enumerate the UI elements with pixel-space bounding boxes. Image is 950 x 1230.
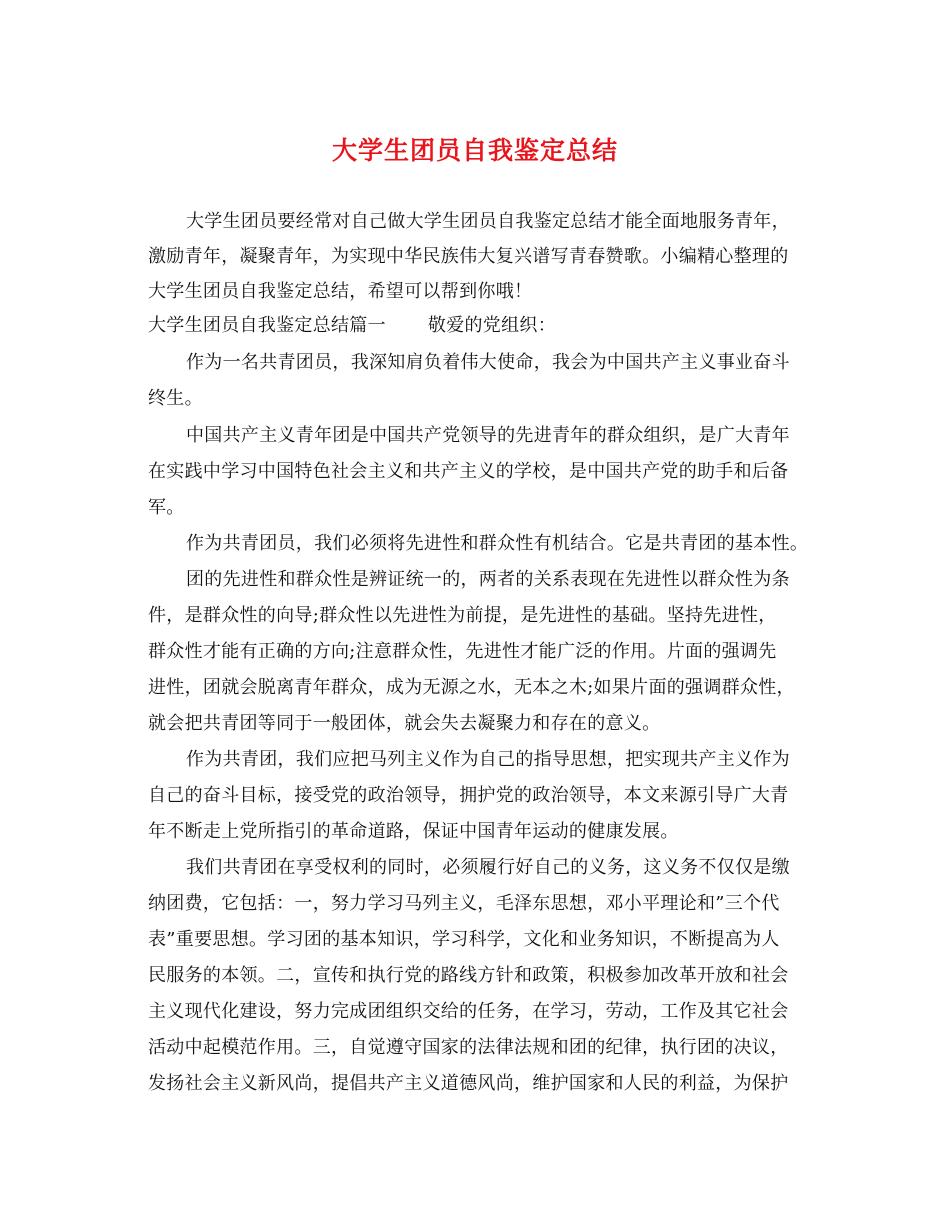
- section-heading: 大学生团员自我鉴定总结篇一: [148, 315, 386, 336]
- paragraph-line: 自己的奋斗目标，接受党的政治领导，拥护党的政治领导，本文来源引导广大青: [148, 785, 789, 806]
- paragraph-line: 在实践中学习中国特色社会主义和共产主义的学校，是中国共产党的助手和后备: [148, 461, 789, 482]
- salutation: 敬爱的党组织：: [427, 315, 557, 336]
- paragraph-line: 群众性才能有正确的方向;注意群众性，先进性才能广泛的作用。片面的强调先: [148, 641, 777, 662]
- paragraph-line: 作为共青团，我们应把马列主义作为自己的指导思想，把实现共产主义作为: [186, 749, 790, 770]
- paragraph-line: 作为一名共青团员，我深知肩负着伟大使命，我会为中国共产主义事业奋斗: [186, 352, 790, 373]
- paragraph-line: 军。: [148, 497, 185, 518]
- paragraph-line: 进性，团就会脱离青年群众，成为无源之水，无本之木;如果片面的强调群众性，: [148, 677, 795, 698]
- paragraph-line: 纳团费，它包括：一，努力学习马列主义，毛泽东思想，邓小平理论和”三个代: [148, 893, 780, 914]
- section-heading-line: [148, 311, 556, 341]
- paragraph-line: 表”重要思想。学习团的基本知识，学习科学，文化和业务知识，不断提高为人: [148, 929, 780, 950]
- paragraph-line: 活动中起模范作用。三，自觉遵守国家的法律法规和团的纪律，执行团的决议，: [148, 1037, 789, 1058]
- paragraph-line: 我们共青团在享受权利的同时，必须履行好自己的义务，这义务不仅仅是缴: [186, 857, 790, 878]
- paragraph-line: 团的先进性和群众性是辨证统一的，两者的关系表现在先进性以群众性为条: [186, 569, 790, 590]
- paragraph-line: 件，是群众性的向导;群众性以先进性为前提，是先进性的基础。坚持先进性，: [148, 605, 777, 626]
- paragraph-line: 年不断走上党所指引的革命道路，保证中国青年运动的健康发展。: [148, 821, 679, 842]
- paragraph-line: 主义现代化建设，努力完成团组织交给的任务，在学习，劳动，工作及其它社会: [148, 1001, 789, 1022]
- intro-line: 大学生团员自我鉴定总结，希望可以帮到你哦！: [148, 281, 533, 302]
- intro-line: 大学生团员要经常对自己做大学生团员自我鉴定总结才能全面地服务青年，: [186, 211, 790, 232]
- intro-line: 激励青年，凝聚青年，为实现中华民族伟大复兴谱写青春赞歌。小编精心整理的: [148, 246, 789, 267]
- paragraph-line: 终生。: [148, 388, 203, 409]
- paragraph-line: 民服务的本领。二，宣传和执行党的路线方针和政策，积极参加改革开放和社会: [148, 965, 789, 986]
- paragraph-line: 作为共青团员，我们必须将先进性和群众性有机结合。它是共青团的基本性。: [186, 533, 809, 554]
- paragraph-line: 中国共产主义青年团是中国共产党领导的先进青年的群众组织，是广大青年: [186, 425, 790, 446]
- document-title: 大学生团员自我鉴定总结: [331, 136, 618, 165]
- paragraph-line: 发扬社会主义新风尚，提倡共产主义道德风尚，维护国家和人民的利益，为保护: [148, 1073, 789, 1094]
- paragraph-line: 就会把共青团等同于一般团体，就会失去凝聚力和存在的意义。: [148, 713, 661, 734]
